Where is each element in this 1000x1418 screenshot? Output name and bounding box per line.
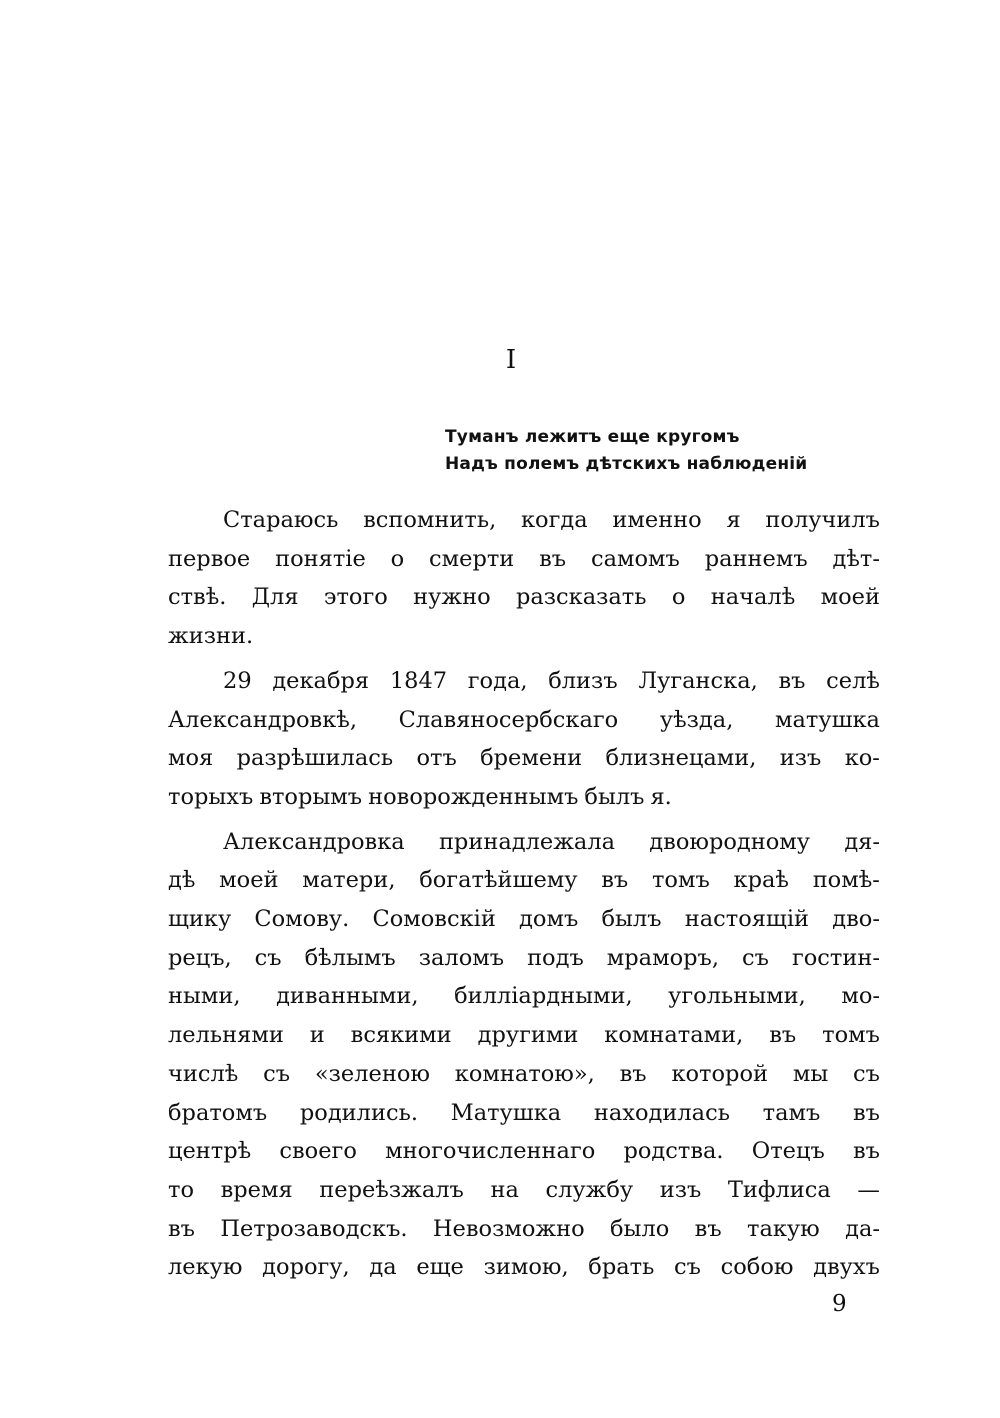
epigraph-line: Надъ полемъ дѣтскихъ наблюденій <box>445 454 808 474</box>
text-line: первое понятіе о смерти въ самомъ раннемъ дѣт- <box>168 545 880 572</box>
text-line: рецъ, съ бѣлымъ заломъ подъ мраморъ, съ гостин- <box>168 944 880 971</box>
page-number: 9 <box>832 1291 847 1317</box>
body-text <box>168 501 880 1287</box>
text-line: дѣ моей матери, богатѣйшему въ томъ краѣ помѣ- <box>168 867 880 894</box>
text-line: ствѣ. Для этого нужно разсказать о началѣ моей <box>168 584 880 611</box>
text-line: то время переѣзжалъ на службу изъ Тифлиса — <box>168 1176 880 1203</box>
text-line: числѣ съ «зеленою комнатою», въ которой мы съ <box>168 1060 880 1087</box>
text-line: Александровкѣ, Славяносербскаго уѣзда, матушка <box>168 706 880 733</box>
epigraph-line: Туманъ лежитъ еще кругомъ <box>445 427 740 447</box>
text-line: Александровка принадлежала двоюродному дя- <box>223 828 880 855</box>
text-line: центрѣ своего многочисленнаго родства. Отецъ въ <box>168 1138 880 1165</box>
text-line: лекую дорогу, да еще зимою, брать съ собою двухъ <box>168 1254 880 1281</box>
paragraph-1 <box>168 501 880 656</box>
chapter-number: I <box>505 345 517 375</box>
text-line: жизни. <box>168 623 254 650</box>
text-line: щику Сомову. Сомовскій домъ былъ настоящій дво- <box>168 906 880 933</box>
text-line: Стараюсь вспомнить, когда именно я получилъ <box>223 507 880 533</box>
text-line: въ Петрозаводскъ. Невозможно было въ такую да- <box>168 1215 880 1242</box>
epigraph <box>445 424 807 478</box>
paragraph-2 <box>168 662 880 817</box>
text-line: 29 декабря 1847 года, близъ Луганска, въ селѣ <box>223 667 880 694</box>
text-line: ными, диванными, билліардными, угольными, мо- <box>168 983 880 1010</box>
text-line: моя разрѣшилась отъ бремени близнецами, изъ ко- <box>168 745 880 772</box>
text-line: лельнями и всякими другими комнатами, въ томъ <box>168 1022 880 1049</box>
text-line: братомъ родились. Матушка находилась тамъ въ <box>168 1099 880 1126</box>
paragraph-3 <box>168 823 880 1287</box>
text-line: торыхъ вторымъ новорожденнымъ былъ я. <box>168 783 672 810</box>
